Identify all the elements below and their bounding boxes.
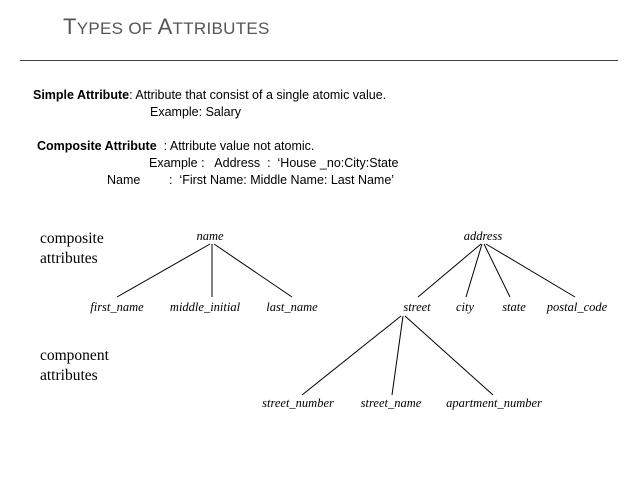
- title-part-3: A: [157, 14, 173, 39]
- edge-street-street-name: [392, 316, 403, 395]
- title-part-2: YPES OF: [76, 19, 158, 38]
- address-child-node: street: [403, 300, 431, 314]
- composite-label-line1: composite: [40, 230, 104, 247]
- title-part-4: TTRIBUTES: [172, 19, 270, 38]
- edge-street-apartment-number: [405, 316, 493, 395]
- street-child-node: apartment_number: [446, 396, 542, 410]
- edge-address-city: [466, 244, 482, 297]
- address-root-node: address: [463, 229, 503, 243]
- edge-street-street-number: [302, 316, 401, 395]
- edge-address-postal-code: [486, 244, 575, 297]
- name-child-node: first_name: [90, 300, 144, 314]
- name-child-node: middle_initial: [169, 300, 241, 314]
- street-child-node: street_number: [262, 396, 334, 410]
- composite-attribute-term: Composite Attribute: [37, 139, 157, 153]
- simple-attribute-description: : Attribute that consist of a single atomic value.: [129, 88, 387, 102]
- street-child-node: street_name: [360, 396, 422, 410]
- name-root-node: name: [196, 229, 224, 243]
- address-child-node: postal_code: [546, 300, 608, 314]
- composite-attribute-example: Example : Address : ‘House _no:City:State: [149, 156, 399, 170]
- edge-name-first-name: [117, 244, 210, 297]
- title-part-1: T: [63, 14, 77, 39]
- name-child-node: last_name: [266, 300, 318, 314]
- address-child-node: city: [455, 300, 475, 314]
- simple-attribute-example: Example: Salary: [150, 105, 242, 119]
- edge-address-state: [484, 244, 510, 297]
- address-child-node: state: [502, 300, 526, 314]
- composite-attribute-description: : Attribute value not atomic.: [156, 139, 315, 153]
- composite-attribute-example-name-value: : ‘First Name: Middle Name: Last Name’: [169, 173, 395, 187]
- simple-attribute-term: Simple Attribute: [33, 88, 130, 102]
- edge-name-last-name: [214, 244, 292, 297]
- component-label-line2: attributes: [40, 367, 98, 384]
- composite-attribute-example-name-label: Name: [107, 173, 141, 187]
- composite-label-line2: attributes: [40, 250, 98, 267]
- component-label-line1: component: [40, 347, 109, 364]
- edge-address-street: [418, 244, 481, 297]
